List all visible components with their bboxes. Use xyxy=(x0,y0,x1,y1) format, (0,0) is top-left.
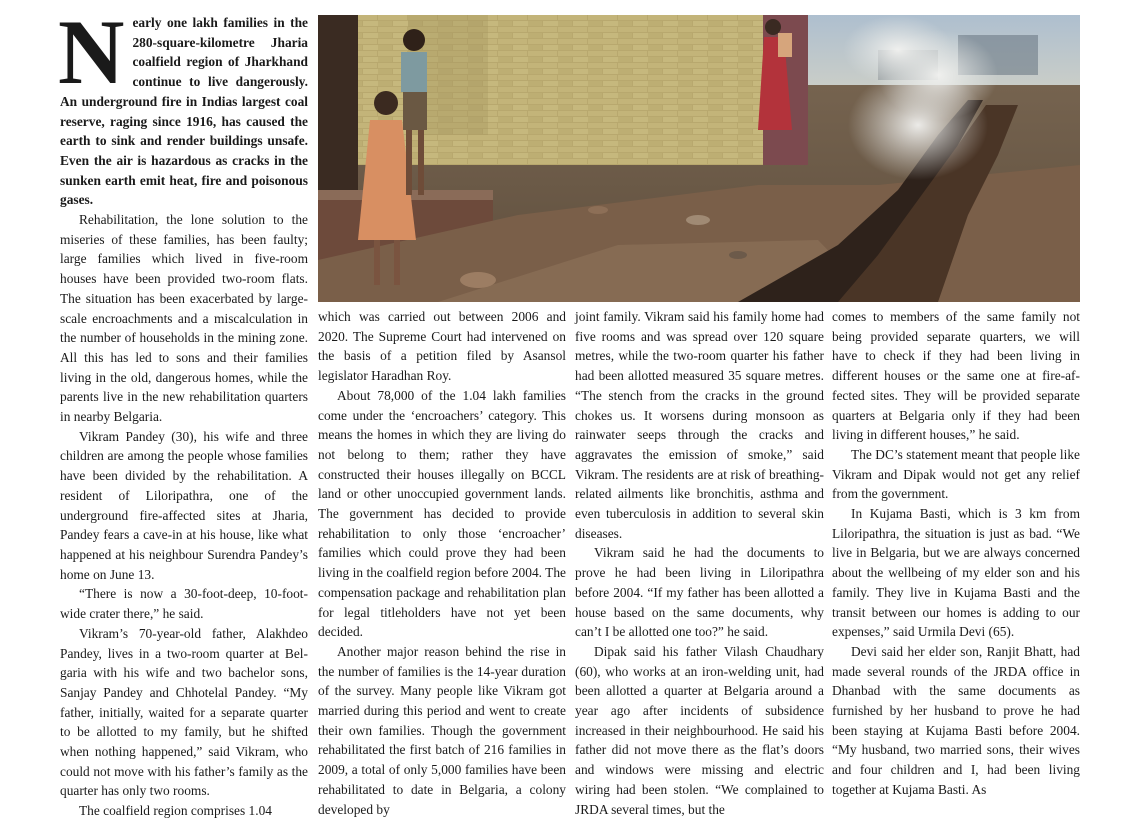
article-photo xyxy=(318,15,1080,302)
paragraph: Rehabilitation, the lone solution to the miseries of these families, has been faulty; large families which lived in five-room houses have been provided two-room flats. The situation has been exacerbated by large-scale encroachments and a miscalculation in the number of households in the mining zone. All this has led to sons and their families living in the old, dangerous homes, while the parents live in the new rehabilitation quarters in nearby Belgaria. xyxy=(60,212,308,425)
paragraph: Devi said her elder son, Ranjit Bhatt, had made several rounds of the JRDA office in Dhanbad with the same documents as furnished by her husband to prove he had been staying at Kujama Basti before 2004. “My husband, two married sons, their wives and four children and I, had been living together at Kujama Basti. As xyxy=(832,643,1080,797)
photo-illustration xyxy=(318,15,1080,302)
article-column-1 xyxy=(58,1,308,821)
paragraph: The DC’s statement meant that people like Vikram and Dipak would not get any relief from the government. xyxy=(832,446,1080,502)
paragraph: In Kujama Basti, which is 3 km from Liloripathra, the situation is just as bad. “We live in Belgaria, but we are always concerned about the wellbeing of my elder son and his family. They live in Kujama Basti and the transit between our homes is adding to our expenses,” said Urmila Devi (65). xyxy=(832,506,1080,640)
paragraph: which was carried out between 2006 and 2020. The Supreme Court had intervened on the basis of a petition filed by Asansol legislator Haradhan Roy. xyxy=(318,309,566,384)
lead-text: early one lakh families in the 280-square-kilometre Jharia coalfield region of Jharkhand continue to live dangerously. An underground fire in Indias largest coal reserve, raging since 1916, has caused the earth to sink and render buildings unsafe. Even the air is hazardous as cracks in the sunken earth emit heat, fire and poisonous gases. xyxy=(60,15,308,208)
paragraph: Dipak said his father Vilash Chaudhary (60), who works at an iron-welding unit, had been allotted a quarter at Belgaria around a year ago after incidents of subsidence increased in their neighbourhood. He said his father did not move there as the flat’s doors and windows were missing and electric wiring had been stolen. “We complained to JRDA several times, but the xyxy=(575,643,824,817)
paragraph: Vikram Pandey (30), his wife and three children are among the people whose families have been divided by the rehabilitation. A resident of Liloripathra, one of the underground fire-affected sites at Jharia, Pandey fears a cave-in at his house, like what happened at his neighbour Surendra Pandey’s home on June 13. xyxy=(60,428,308,582)
paragraph: Vikram’s 70-year-old father, Alakhdeo Pandey, lives in a two-room quarter at Belgaria with his wife and two bachelor sons, Sanjay Pandey and Chhotelal Pandey. “My father, initially, waited for a separate quarter to be allotted to my family, but he shifted when nothing happened,” said Vikram, who could not move with his father’s family as the quarter has only two rooms. xyxy=(60,625,308,799)
paragraph: About 78,000 of the 1.04 lakh families come under the ‘encroachers’ category. This means the homes in which they are living do not belong to them; rather they have constructed their houses illegally on BCCL land or other unoccupied government lands. The government has decided to provide rehabilitation to only those ‘encroacher’ families which could prove they had been living in the coalfield region before 2004. The compensation package and rehabilitation plan for legal titleholders have not yet been decided. xyxy=(318,387,566,640)
article-column-2 xyxy=(318,307,566,819)
article-column-4 xyxy=(832,307,1080,800)
article-column-3 xyxy=(575,307,824,819)
paragraph: Vikram said he had the documents to prove he had been living in Liloripathra before 2004. “If my father has been allotted a house based on the same documents, why can’t I be allotted one too?” he said. xyxy=(575,545,824,640)
lead-paragraph xyxy=(58,1,308,210)
paragraph: joint family. Vikram said his family home had five rooms and was spread over 120 square metres, while the two-room quarter his father had been allotted measured 35 square metres. “The stench from the cracks in the ground chokes us. It worsens during monsoon as rainwater seeps through the cracks and aggravates the emission of smoke,” said Vikram. The residents are at risk of breathing-related ailments like bronchitis, asthma and even tuberculosis in addition to several skin diseases. xyxy=(575,309,824,541)
paragraph: “There is now a 30-foot-deep, 10-foot-wide crater there,” he said. xyxy=(60,586,308,622)
paragraph: The coalfield region comprises 1.04 xyxy=(79,803,272,819)
paragraph: Another major reason behind the rise in the number of families is the 14-year duration of the survey. Many people like Vikram got married during this period and went to create their own families. Though the government rehabilitated the first batch of 216 families in 2009, a total of only 5,000 families have been rehabilitated to date in Belgaria, a colony developed by xyxy=(318,643,566,817)
drop-cap: N xyxy=(58,1,125,103)
paragraph: comes to members of the same family not being provided separate quarters, we will have to check if they had been living in different houses or the same one at fire-affected sites. They will be provided separate quarters at Belgaria only if they had been living in different houses,” he said. xyxy=(832,309,1080,443)
